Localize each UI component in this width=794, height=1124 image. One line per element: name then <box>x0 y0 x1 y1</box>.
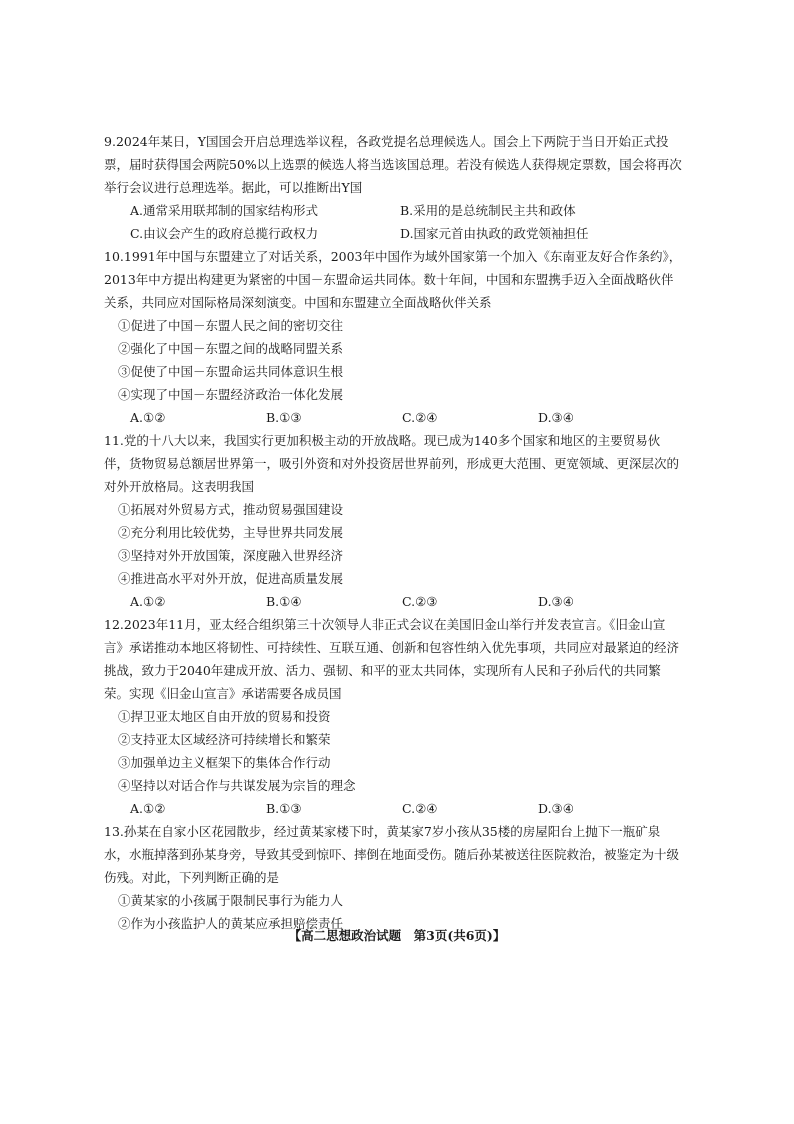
question-stem <box>104 130 684 199</box>
statement-option: ②强化了中国－东盟之间的战略同盟关系 <box>118 341 344 356</box>
answer-choice: C.②④ <box>402 410 438 425</box>
page-footer: 【高二思想政治试题 第3页(共6页)】 <box>288 928 506 943</box>
answer-choice: A.通常采用联邦制的国家结构形式 <box>130 203 319 218</box>
question-text: 2024年某日，Y国国会开启总理选举议程，各政党提名总理候选人。国会上下两院于当日开始正式投票，届时获得国会两院50%以上选票的候选人将当选该国总理。若没有候选人获得规定票数，国会将再次举行会议进行总理选举。据此，可以推断出Y国 <box>104 134 682 195</box>
question-stem <box>104 245 684 314</box>
answer-choice: B.①③ <box>266 410 302 425</box>
answer-choices <box>104 199 684 222</box>
question-text: 党的十八大以来，我国实行更加积极主动的开放战略。现已成为140多个国家和地区的主要贸易伙伴，货物贸易总额居世界第一，吸引外资和对外投资居世界前列，形成更大范围、更宽领域、更深层次的对外开放格局。这表明我国 <box>104 433 680 494</box>
answer-choices <box>104 222 684 245</box>
statement-option: ②支持亚太区域经济可持续增长和繁荣 <box>118 732 331 747</box>
statement-option: ④推进高水平对外开放，促进高质量发展 <box>118 571 344 586</box>
question-text: 孙某在自家小区花园散步，经过黄某家楼下时，黄某家7岁小孩从35楼的房屋阳台上抛下一瓶矿泉水，水瓶掉落到孙某身旁，导致其受到惊吓、摔倒在地面受伤。随后孙某被送往医院救治，被鉴定为十级伤残。对此，下列判断正确的是 <box>104 824 680 885</box>
answer-choice: B.采用的是总统制民主共和政体 <box>400 203 576 218</box>
answer-choices <box>104 590 684 613</box>
answer-choice: D.国家元首由执政的政党领袖担任 <box>400 226 589 241</box>
question-10 <box>104 245 684 429</box>
statement-option: ③加强单边主义框架下的集体合作行动 <box>118 755 331 770</box>
question-stem <box>104 820 684 889</box>
question-11 <box>104 429 684 613</box>
answer-choice: D.③④ <box>538 594 574 609</box>
question-stem <box>104 429 684 498</box>
question-number: 10. <box>104 249 124 264</box>
answer-choice: C.②③ <box>402 594 438 609</box>
question-number: 12. <box>104 617 124 632</box>
answer-choice: A.①② <box>130 594 166 609</box>
statement-option: ①捍卫亚太地区自由开放的贸易和投资 <box>118 709 331 724</box>
question-12 <box>104 613 684 820</box>
question-text: 2023年11月，亚太经合组织第三十次领导人非正式会议在美国旧金山举行并发表宣言。《旧金山宣言》承诺推动本地区将韧性、可持续性、互联互通、创新和包容性纳入优先事项，共同应对最紧迫的经济挑战，致力于2040年建成开放、活力、强韧、和平的亚太共同体，实现所有人民和子孙后代的共同繁荣。实现《旧金山宣言》承诺需要各成员国 <box>104 617 680 701</box>
answer-choice: D.③④ <box>538 801 574 816</box>
answer-choices <box>104 797 684 820</box>
question-stem <box>104 613 684 705</box>
answer-choice: A.①② <box>130 410 166 425</box>
answer-choice: B.①④ <box>266 594 302 609</box>
statement-option: ②作为小孩监护人的黄某应承担赔偿责任 <box>118 916 344 931</box>
question-number: 13. <box>104 824 124 839</box>
answer-choices <box>104 406 684 429</box>
statement-option: ④坚持以对话合作与共谋发展为宗旨的理念 <box>118 778 356 793</box>
statement-option: ③坚持对外开放国策，深度融入世界经济 <box>118 548 344 563</box>
question-13 <box>104 820 684 935</box>
answer-choice: A.①② <box>130 801 166 816</box>
statement-option: ①黄某家的小孩属于限制民事行为能力人 <box>118 893 344 908</box>
question-number: 9. <box>104 134 116 149</box>
question-number: 11. <box>104 433 124 448</box>
statement-option: ①拓展对外贸易方式，推动贸易强国建设 <box>118 502 344 517</box>
answer-choice: C.②④ <box>402 801 438 816</box>
answer-choice: B.①③ <box>266 801 302 816</box>
questions-container <box>104 130 684 935</box>
answer-choice: D.③④ <box>538 410 574 425</box>
question-text: 1991年中国与东盟建立了对话关系，2003年中国作为域外国家第一个加入《东南亚友好合作条约》，2013年中方提出构建更为紧密的中国－东盟命运共同体。数十年间，中国和东盟携手迈入全面战略伙伴关系，共同应对国际格局深刻演变。中国和东盟建立全面战略伙伴关系 <box>104 249 682 310</box>
statement-option: ①促进了中国－东盟人民之间的密切交往 <box>118 318 344 333</box>
statement-option: ③促使了中国－东盟命运共同体意识生根 <box>118 364 344 379</box>
answer-choice: C.由议会产生的政府总揽行政权力 <box>130 226 319 241</box>
statement-option: ②充分利用比较优势，主导世界共同发展 <box>118 525 344 540</box>
question-9 <box>104 130 684 245</box>
statement-option: ④实现了中国－东盟经济政治一体化发展 <box>118 387 344 402</box>
